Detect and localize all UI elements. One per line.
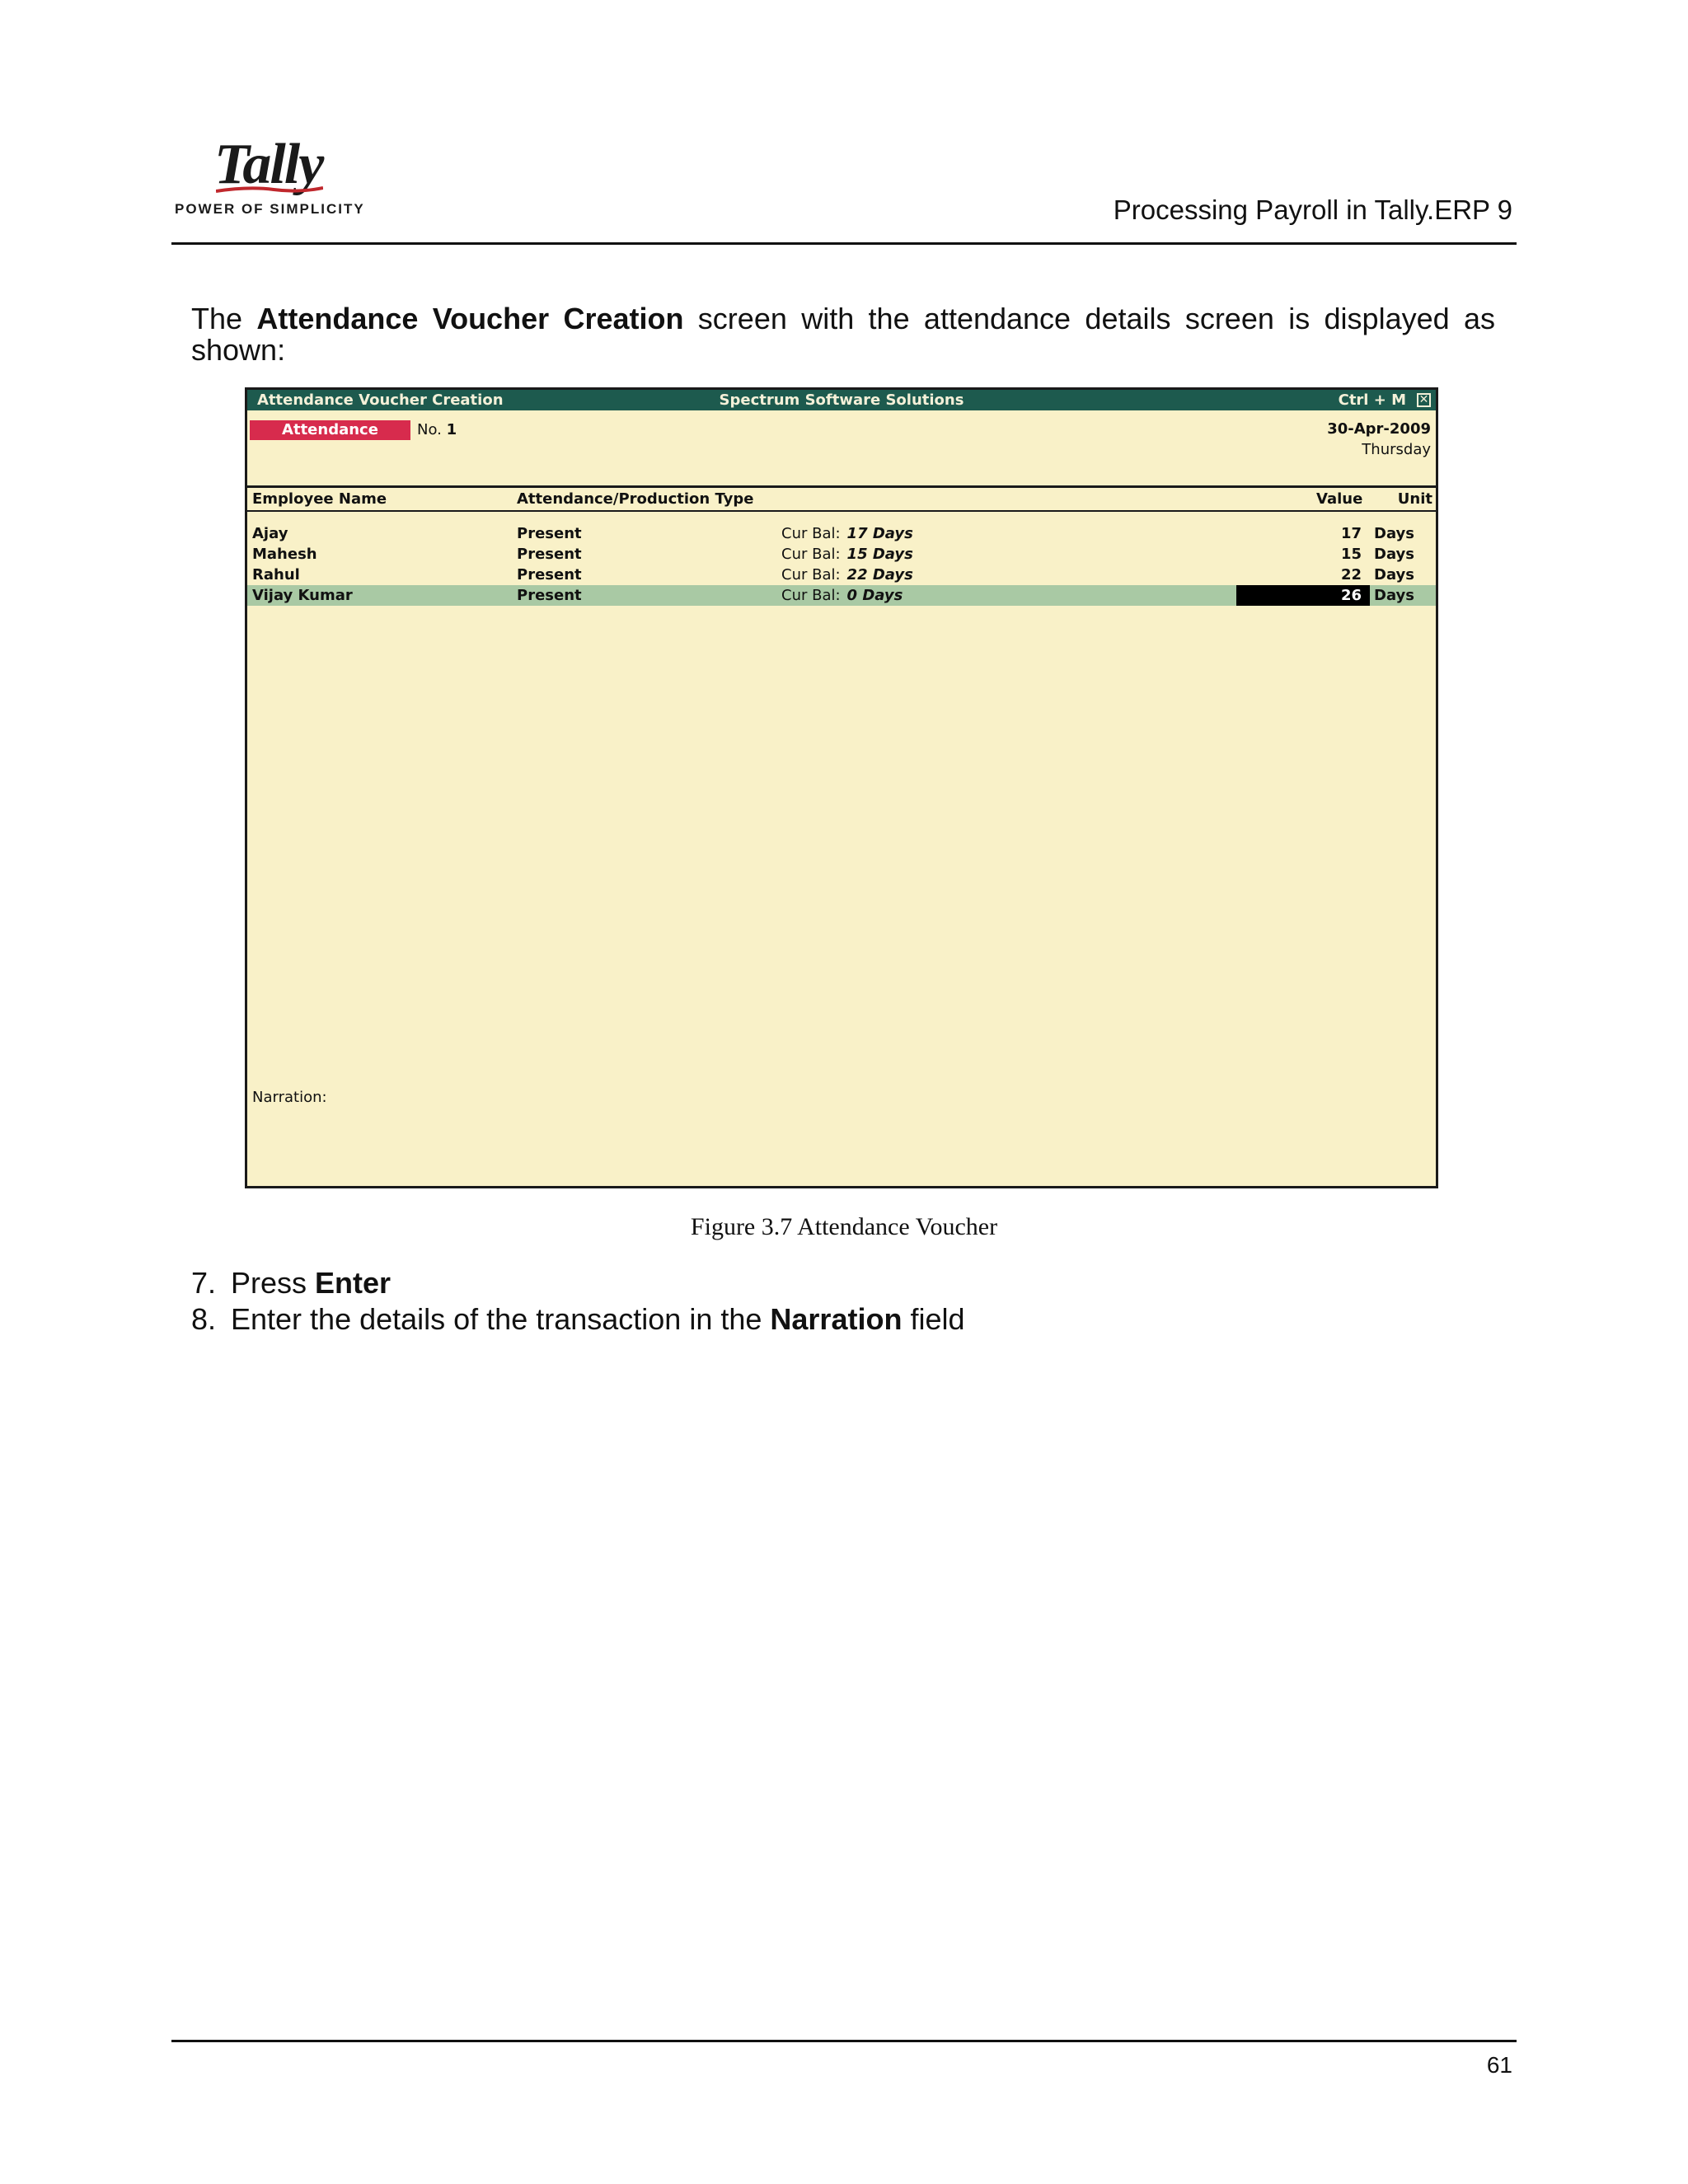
intro-bold: Attendance Voucher Creation bbox=[256, 302, 684, 335]
table-row[interactable] bbox=[247, 565, 1436, 585]
employee-name: Vijay Kumar bbox=[252, 587, 353, 604]
current-balance bbox=[781, 565, 913, 585]
step-item bbox=[191, 1266, 391, 1301]
intro-lead: The bbox=[191, 302, 257, 335]
screen-titlebar bbox=[247, 390, 1436, 410]
step-bold: Narration bbox=[770, 1302, 903, 1336]
attendance-voucher-screen bbox=[245, 387, 1438, 1188]
balance-label: Cur Bal: bbox=[781, 587, 841, 604]
attendance-unit: Days bbox=[1374, 587, 1414, 604]
voucher-date[interactable]: 30-Apr-2009 bbox=[1327, 420, 1431, 438]
column-header bbox=[247, 485, 1436, 512]
column-value: Value bbox=[1316, 490, 1363, 508]
balance-value: 22 Days bbox=[846, 566, 913, 583]
table-row-selected[interactable] bbox=[247, 585, 1436, 606]
current-balance bbox=[781, 523, 913, 544]
attendance-value-input[interactable]: 26 bbox=[1340, 587, 1362, 604]
shortcut-label: Ctrl + M bbox=[1338, 391, 1406, 409]
header-rule bbox=[171, 242, 1517, 245]
attendance-type: Present bbox=[517, 566, 582, 583]
step-number: 8. bbox=[191, 1302, 217, 1336]
step-bold: Enter bbox=[315, 1266, 392, 1300]
close-icon[interactable]: ✕ bbox=[1417, 393, 1431, 407]
table-row[interactable] bbox=[247, 544, 1436, 565]
balance-label: Cur Bal: bbox=[781, 566, 841, 583]
employee-name: Rahul bbox=[252, 566, 300, 583]
intro-paragraph bbox=[191, 303, 1495, 366]
balance-value: 0 Days bbox=[846, 587, 903, 604]
footer-rule bbox=[171, 2040, 1517, 2042]
tally-logo bbox=[175, 132, 373, 223]
balance-label: Cur Bal: bbox=[781, 546, 841, 563]
logo-swoosh-icon bbox=[216, 185, 323, 194]
current-balance bbox=[781, 544, 913, 565]
step-number: 7. bbox=[191, 1266, 217, 1300]
table-row[interactable] bbox=[247, 523, 1436, 544]
balance-value: 15 Days bbox=[846, 546, 913, 563]
voucher-day: Thursday bbox=[1362, 441, 1431, 458]
attendance-value[interactable]: 15 bbox=[1340, 546, 1362, 563]
voucher-number-value: 1 bbox=[446, 421, 457, 438]
voucher-number bbox=[417, 420, 457, 440]
step-text: Press bbox=[231, 1266, 316, 1300]
logo-tagline: POWER OF SIMPLICITY bbox=[175, 201, 365, 217]
page-number: 61 bbox=[1486, 2052, 1512, 2078]
attendance-unit: Days bbox=[1374, 546, 1414, 563]
balance-label: Cur Bal: bbox=[781, 525, 841, 542]
column-unit: Unit bbox=[1397, 490, 1432, 508]
company-name: Spectrum Software Solutions bbox=[719, 391, 964, 409]
attendance-type: Present bbox=[517, 587, 582, 604]
attendance-type: Present bbox=[517, 525, 582, 542]
employee-name: Mahesh bbox=[252, 546, 317, 563]
intro-rest: screen with the attendance details screen is displayed as shown: bbox=[191, 302, 1495, 367]
step-after: field bbox=[902, 1302, 965, 1336]
column-employee-name: Employee Name bbox=[252, 490, 387, 508]
figure-caption: Figure 3.7 Attendance Voucher bbox=[690, 1213, 998, 1240]
header-title: Processing Payroll in Tally.ERP 9 bbox=[1113, 194, 1512, 225]
narration-label[interactable]: Narration: bbox=[252, 1089, 327, 1106]
attendance-unit: Days bbox=[1374, 525, 1414, 542]
logo-wordmark: Tally bbox=[214, 133, 323, 196]
voucher-type-badge[interactable]: Attendance bbox=[250, 420, 410, 440]
column-attendance-type: Attendance/Production Type bbox=[517, 490, 754, 508]
employee-name: Ajay bbox=[252, 525, 288, 542]
voucher-number-label: No. bbox=[417, 421, 442, 438]
balance-value: 17 Days bbox=[846, 525, 913, 542]
attendance-type: Present bbox=[517, 546, 582, 563]
screen-title: Attendance Voucher Creation bbox=[257, 391, 504, 409]
step-text: Enter the details of the transaction in the bbox=[231, 1302, 771, 1336]
attendance-unit: Days bbox=[1374, 566, 1414, 583]
attendance-value[interactable]: 17 bbox=[1340, 525, 1362, 542]
attendance-value[interactable]: 22 bbox=[1340, 566, 1362, 583]
step-item bbox=[191, 1302, 964, 1337]
current-balance bbox=[781, 585, 903, 606]
